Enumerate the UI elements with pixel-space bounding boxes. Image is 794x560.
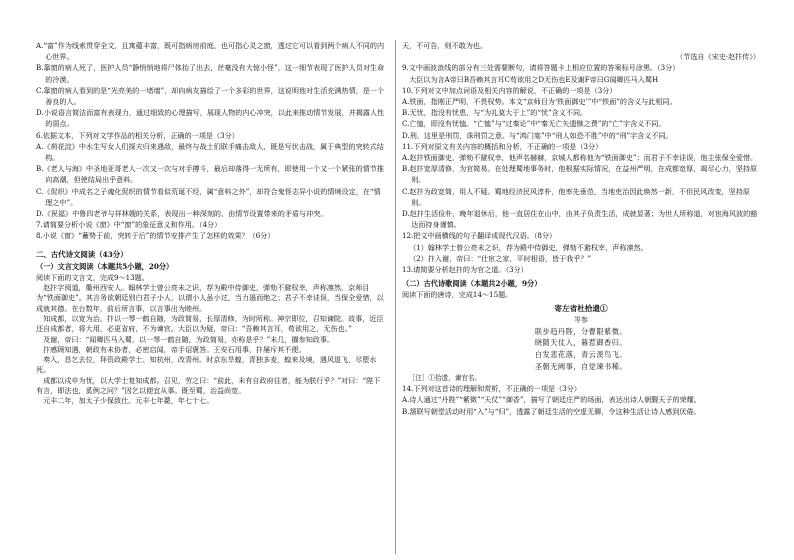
question-12-item: （2）抃入谢，帝曰：“仕宦之家，平时相语，皆于我乎？” <box>409 253 592 263</box>
passage-paragraph: 奏入，恳乞去位，拜资政殿学士、知杭州，改青州。时京东旱蝗，青独多麦，蝗来及境，遇风退飞，尽堕水死。 <box>36 355 377 375</box>
subsection-heading-poetry: （二）古代诗歌阅读（本题共2小题，9分） <box>402 279 542 289</box>
question-7: 7.请简要分析小说《窗》中“窗”的象征意义和作用。（4分） <box>36 220 222 230</box>
passage-intro: 阅读下面的文言文，完成9～13题。 <box>36 272 149 282</box>
option-b-q10: B.无忧，指没有忧患，与“为礼莫大于上”的“忧”含义不同。 <box>402 108 588 118</box>
poem-line: 圣朝无阙事，自觉谏书稀。 <box>534 362 628 372</box>
poem-line: 白发悲花落，青云羡鸟飞。 <box>534 350 628 360</box>
option-b-q6: B.《老人与海》中圣地亚哥老人一次又一次与对手搏斗，最后却落得一无所有，即使用一个又一个紧张的情节推向高潮，但使结局出乎意料。 <box>36 164 384 185</box>
section-heading: 二、古代诗文阅读（43分） <box>36 249 128 259</box>
question-9-body: 大臣以为言A帝曰B吾赖其言耳C苟欲用之D无伤也E及谢F帝曰G闻卿匹马入蜀H <box>409 74 659 84</box>
option-b-q14: B.颔联写朝堂活动时用“入”与“归”，透露了朝廷生活的空虚无聊，令这种生活让诗人感到厌倦。 <box>402 406 701 416</box>
question-13: 13.请简要分析赵抃的为官之道。（3分） <box>402 265 528 275</box>
passage-source: （节选自《宋史·赵抃传》） <box>676 52 760 62</box>
passage-paragraph: 成都以戍卒为忧，以大学士复知成都。召见，劳之曰：“前此，未有自政府往者，能为朕行乎？”对曰：“陛下有言，即法也，奚例之问？”因乞以便宜从事。既至蜀，治益尚宽。 <box>36 375 381 396</box>
question-8: 8.小说《窗》“蓄势于前，突转于后”的情节安排产生了怎样的效果？（6分） <box>36 231 275 241</box>
option-d-q4: D.小说语言简洁而富有表现力，通过细致的心理描写，展现人物的内心冲突，以此来推动情节发展，并揭露人性的弱点。 <box>36 108 385 129</box>
passage-paragraph: 知成都，以宽为治。抃以一琴一鹤自随，为政简易，长厚清修，为时所称。神宗即位，召知谏院。故事，近臣还自成都者，将大用，必更省府，不为谏官。大臣以为疑，帝曰：“吾赖其言耳，苟欲用之，无伤也。” <box>36 313 384 334</box>
option-a-q10: A.铁面，指刚正严明，不畏权势。本文“京师目为‘铁面御史’”中“铁面”的含义与此相同。 <box>402 97 677 107</box>
passage-paragraph: 赵抃字阅道，衢州西安人。翰林学士曾公亮未之识，荐为殿中侍御史，弹劾不避权幸，声称凛然，京师目为“铁面御史”。其言务欲朝廷别白君子小人，以谓小人虽小过，当力遏而绝之；君子不幸诖误，当保全爱惜，以成就其德。在台数年，前后所言事，以言事出为睦州。 <box>36 283 384 313</box>
option-c-q4: C.靠窗的病人看到的是“光亮美的一堵墙”，却向病友描绘了一个多彩的世界，这说明他对生活充满热情，是一个善良的人。 <box>36 85 385 107</box>
option-c-q11: C.赵抃为政宽简，用人不疑。蜀地经济民风淳朴，他率先垂范，当地吏治因此焕然一新，不但民风改变，坚持原则。 <box>402 186 750 207</box>
passage-paragraph: 抃感顾知遇，朝政有未协者，必密启闻，帝手诏褒答。王安石用事，抃屡斥其不便。 <box>43 344 306 354</box>
option-b-q4: B.靠窗的病人死了，医护人员“静悄悄地将尸体抬了出去，丝毫没有大惊小怪”，这一细节表现了医护人员对生命的冷漠。 <box>36 63 385 84</box>
poem-line: 晓随天仗入，暮惹御香归。 <box>534 338 628 348</box>
passage-paragraph: 元丰二年，加太子少保致仕。元丰七年薨，年七十七。 <box>43 396 214 406</box>
option-a-q6: A.《荷花淀》中水生写女人们探夫归来遇敌，最终与战士们联手痛击敌人，既是写伏击战，属于典型的突转式结构。 <box>36 141 384 163</box>
option-d-q10: D.刑，这里是刑罚，诛刑罚之意。与“鸿门宴”中“刑人如恐不胜”中的“刑”字含义不同。 <box>402 130 673 140</box>
poem-intro: 阅读下面的唐诗，完成14～15题。 <box>402 290 513 300</box>
passage-paragraph: 及谢，帝曰：“闻卿匹马入蜀，以一琴一鹤自随，为政简易，亦称是乎？”未几，擢参知政事。 <box>43 334 335 344</box>
passage-end: 天，不可告，则不敢为也。 <box>402 41 488 50</box>
question-11: 11.下列对原文有关内容的概括和分析，不正确的一项是（3分） <box>402 141 603 151</box>
right-column <box>402 40 760 554</box>
poem-line: 联步趋丹陛，分曹限紫微。 <box>534 326 628 336</box>
option-a-q14: A.诗人通过“丹陛”“紫微”“天仗”“御香”，描写了朝廷庄严的场面，表达出诗人朝觐天子的荣耀。 <box>402 395 701 405</box>
question-14: 14.下列对这首诗的理解和赏析，不正确的一项是（3分） <box>402 384 581 394</box>
option-c-q10: C.亡恤，即没有忧恤。“亡恤”与“过秦论”中“秦无亡矢遗镞之费”的“亡”字含义不同。 <box>402 119 666 129</box>
option-a-q11: A.赵抃铁面御史，弹劾不避权幸，他声名赫赫，京城人都称他为“铁面御史”；而君子不幸诖误，他主张保全爱惜。 <box>402 153 758 163</box>
subsection-heading-classical: （一）文言文阅读（本题共5小题，20分） <box>36 261 174 271</box>
poem-title: 寄左省杜拾遗① <box>554 303 608 313</box>
poem-author: 岑参 <box>574 315 588 324</box>
question-12-item: （1）翰林学士曾公亮未之识，荐为殿中侍御史，弹劾不避权幸，声称凛然。 <box>409 242 648 252</box>
option-b-q11: B.赵抃宽厚清修，为官简易。在处理蜀地事务时，他根据实际情况，在益州严明，在成都宽厚，竭尽心力，坚持原则。 <box>402 164 758 185</box>
left-column <box>36 40 387 554</box>
option-c-q6: C.《促织》中成名之子魂化促织的情节看似荒诞不经，属“意料之外”，却符合鬼怪志异小说的情境设定，在“情理之中”。 <box>36 186 381 207</box>
question-12: 12.把文中画横线的句子翻译成现代汉语。（8分） <box>402 231 557 241</box>
question-9: 9.文中画波浪线的部分有三处需要断句，请将答题卡上相应位置的答案标号涂黑。（3分） <box>402 63 680 73</box>
option-d-q6: D.《祝福》中鲁四老爷与祥林嫂的关系，表现出一种深刻的、由情节设置带来的矛盾与冲突。 <box>36 209 328 219</box>
question-6: 6.依据文本，下列对文学作品的相关分析，正确的一项是（3分） <box>36 130 239 140</box>
column-divider <box>395 40 396 554</box>
question-10: 10.下列对文中加点词语及相关内容的解说，不正确的一项是（3分） <box>402 85 617 95</box>
option-d-q11: D.赵抃生活俭朴，晚年退休后，他一直居住在山中，由其子负责生活，成就显著；为世人所称道，对宦海风波的豁达而持身谨慎。 <box>402 209 758 230</box>
option-a-q4: A.“富”作为线索贯穿全文，且寓蕴丰富，既可指病房前庭，也可指心灵之窗，透过它可以看到两个病人不同的内心世界。 <box>36 41 385 62</box>
poem-note: ［注］①拾遗，谏官名。 <box>408 373 482 382</box>
